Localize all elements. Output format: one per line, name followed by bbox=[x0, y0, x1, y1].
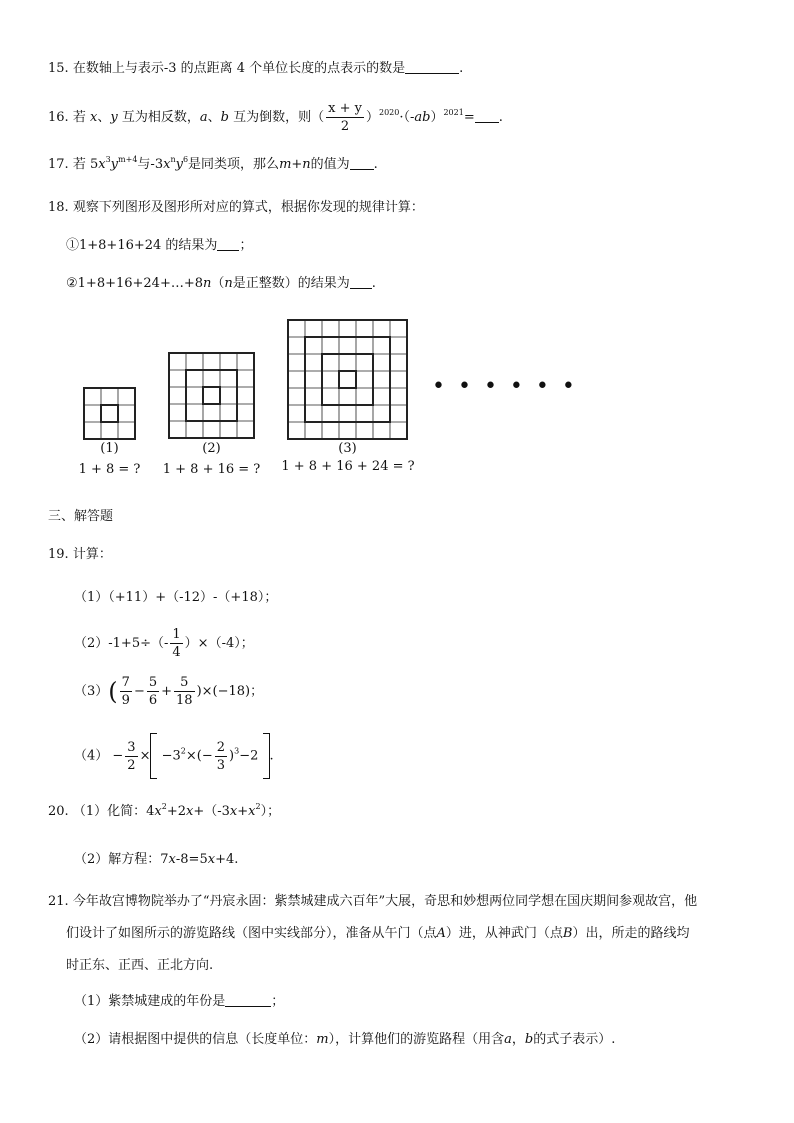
figure-2-equation: 1 + 8 + 16 = ? bbox=[162, 462, 261, 477]
left-bracket bbox=[150, 733, 157, 779]
figure-1-grid bbox=[84, 388, 135, 439]
right-bracket bbox=[263, 733, 270, 779]
question-15: 15. 在数轴上与表示-3 的点距离 4 个单位长度的点表示的数是 . bbox=[48, 61, 464, 76]
figure-3-label: (3) bbox=[338, 441, 357, 456]
answer-blank[interactable] bbox=[217, 237, 239, 251]
question-16: 16. 若 x、y 互为相反数，a、b 互为倒数，则（ $\frac{x + y}{2}$ ）$^{2020}\cdot(-ab)^{2021}=$ . bbox=[48, 101, 503, 134]
question-19-part-1: （1）（+11）+（-12）-（+18）； bbox=[74, 590, 278, 605]
fraction: $\frac{2}{3}$ bbox=[216, 739, 226, 773]
question-number: 16. bbox=[48, 110, 69, 125]
question-21-part-2: （2）请根据图中提供的信息（长度单位：m），计算他们的游览路程（用含a，b的式子表示）. bbox=[74, 1032, 616, 1047]
fraction: $\frac{x + y}{2}$ bbox=[328, 101, 362, 134]
question-19-part-2: （2）-1+5÷（- $\frac{1}{4}$ ）×（-4）； bbox=[74, 627, 254, 660]
figure-2-label: (2) bbox=[202, 441, 221, 456]
answer-blank[interactable] bbox=[405, 60, 459, 74]
question-21-line-2: 们设计了如图所示的游览路线（图中实线部分），准备从午门（点A）进，从神武门（点B）出，所走的路线均 bbox=[66, 926, 690, 941]
question-19-part-4: （4） − $\frac{3}{2}$ × $-3^2\times(-$ $\frac{2}{3}$ )$^3$−2 . bbox=[74, 733, 274, 779]
question-18: 18. 观察下列图形及图形所对应的算式，根据你发现的规律计算： bbox=[48, 200, 424, 215]
fraction: $\frac{3}{2}$ bbox=[127, 739, 136, 773]
continuation-dots: • • • • • • bbox=[432, 374, 578, 399]
question-number: 20. bbox=[48, 804, 69, 819]
figure-1-label: (1) bbox=[100, 441, 119, 456]
answer-blank[interactable] bbox=[350, 275, 372, 289]
fraction: $\frac{7}{9}$ bbox=[121, 675, 130, 708]
answer-blank[interactable] bbox=[225, 993, 271, 1007]
question-21-line-3: 时正东、正西、正北方向. bbox=[66, 958, 214, 973]
question-17: 17. 若 $5x^3y^{m+4}$与$-3x^ny^6$是同类项，那么m+n的值为 . bbox=[48, 155, 378, 172]
figure-3-grid bbox=[288, 320, 407, 439]
question-19-part-3: （3）( $\frac{7}{9}$ − $\frac{5}{6}$ + $\frac{5}{18}$ )×(−18)； bbox=[74, 675, 264, 708]
figure-3-equation: 1 + 8 + 16 + 24 = ? bbox=[281, 459, 415, 474]
fraction: $\frac{1}{4}$ bbox=[172, 627, 181, 660]
answer-blank[interactable] bbox=[350, 156, 374, 170]
question-20-part-2: （2）解方程：7x-8=5x+4. bbox=[74, 852, 239, 867]
question-number: 18. bbox=[48, 200, 69, 215]
question-18-part-2: ②1+8+16+24+…+8n（n是正整数）的结果为 . bbox=[66, 276, 376, 291]
question-21: 21. 今年故宫博物院举办了“丹宸永固：紫禁城建成六百年”大展，奇思和妙想两位同学想在国庆期间参观故宫，他 bbox=[48, 894, 698, 909]
question-20: 20. （1）化简：$4x^2+2x+(-3x+x^2)$； bbox=[48, 802, 281, 819]
figure-2-grid bbox=[169, 353, 254, 438]
answer-blank[interactable] bbox=[475, 109, 499, 123]
fraction: $\frac{5}{18}$ bbox=[176, 675, 193, 708]
question-number: 21. bbox=[48, 894, 69, 909]
section-heading: 三、解答题 bbox=[48, 509, 114, 524]
question-21-part-1: （1）紫禁城建成的年份是 ； bbox=[74, 994, 285, 1009]
question-number: 15. bbox=[48, 61, 69, 76]
figure-1-equation: 1 + 8 = ? bbox=[78, 462, 141, 477]
question-18-part-1: ①1+8+16+24 的结果为 ； bbox=[66, 238, 253, 253]
question-number: 19. bbox=[48, 547, 69, 562]
fraction: $\frac{5}{6}$ bbox=[148, 675, 158, 708]
question-19: 19. 计算： bbox=[48, 547, 112, 562]
question-number: 17. bbox=[48, 157, 69, 172]
